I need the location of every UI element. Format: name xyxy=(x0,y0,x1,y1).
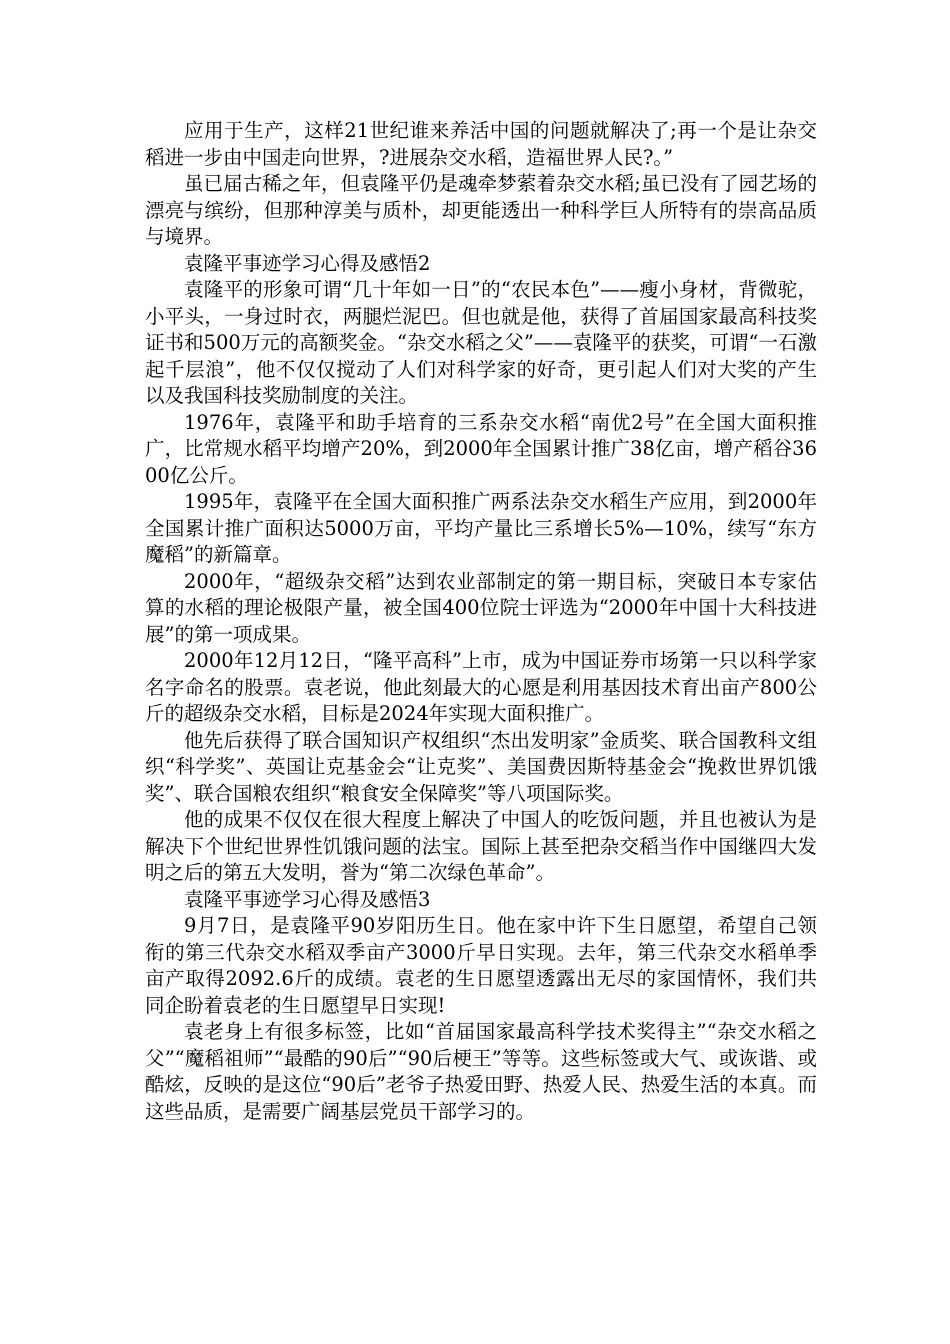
section-heading-3: 袁隆平事迹学习心得及感悟3 xyxy=(184,887,431,911)
document-body xyxy=(145,118,817,1125)
paragraph-8: 他先后获得了联合国知识产权组织“杰出发明家”金质奖、联合国教科文组织“科学奖”、英国让克基金会“让克奖”、美国费因斯特基金会“挽救世界饥饿奖”、联合国粮农组织“粮食安全保障奖”等八项国际奖。 xyxy=(145,728,817,805)
paragraph-4: 1976年，袁隆平和助手培育的三系杂交水稻“南优2号”在全国大面积推广，比常规水稻平均增产20%，到2000年全国累计推广38亿亩，增产稻谷3600亿公斤。 xyxy=(145,410,817,487)
paragraph-11: 袁老身上有很多标签，比如“首届国家最高科学技术奖得主”“杂交水稻之父”“魔稻祖师”“最酷的90后”“90后梗王”等等。这些标签或大气、或诙谐、或酷炫，反映的是这位“90后”老爷子热爱田野、热爱人民、热爱生活的本真。而这些品质，是需要广阔基层党员干部学习的。 xyxy=(145,1020,817,1123)
paragraph-2: 虽已届古稀之年，但袁隆平仍是魂牵梦萦着杂交水稻;虽已没有了园艺场的漂亮与缤纷，但那种淳美与质朴，却更能透出一种科学巨人所特有的崇高品质与境界。 xyxy=(145,172,817,248)
paragraph-6: 2000年，“超级杂交稻”达到农业部制定的第一期目标，突破日本专家估算的水稻的理论极限产量，被全国400位院士评选为“2000年中国十大科技进展”的第一项成果。 xyxy=(145,569,817,646)
paragraph-5: 1995年，袁隆平在全国大面积推广两系法杂交水稻生产应用，到2000年全国累计推广面积达5000万亩，平均产量比三系增长5%—10%，续写“东方魔稻”的新篇章。 xyxy=(145,490,817,566)
paragraph-1: 应用于生产，这样21世纪谁来养活中国的问题就解决了;再一个是让杂交稻进一步由中国走向世界，?进展杂交水稻，造福世界人民?。” xyxy=(145,119,817,169)
paragraph-9: 他的成果不仅仅在很大程度上解决了中国人的吃饭问题，并且也被认为是解决下个世纪世界性饥饿问题的法宝。国际上甚至把杂交稻当作中国继四大发明之后的第五大发明，誉为“第二次绿色革命”。 xyxy=(145,808,817,884)
paragraph-10: 9月7日，是袁隆平90岁阳历生日。他在家中许下生日愿望，希望自己领衔的第三代杂交水稻双季亩产3000斤早日实现。去年，第三代杂交水稻单季亩产取得2092.6斤的成绩。袁老的生日愿望透露出无尽的家国情怀，我们共同企盼着袁老的生日愿望早日实现! xyxy=(145,914,817,1017)
section-heading-2: 袁隆平事迹学习心得及感悟2 xyxy=(184,251,431,275)
paragraph-7: 2000年12月12日，“隆平高科”上市，成为中国证券市场第一只以科学家名字命名的股票。袁老说，他此刻最大的心愿是利用基因技术育出亩产800公斤的超级杂交水稻，目标是2024年实现大面积推广。 xyxy=(145,649,817,725)
paragraph-3: 袁隆平的形象可谓“几十年如一日”的“农民本色”——瘦小身材，背微驼，小平头，一身过时衣，两腿烂泥巴。但也就是他，获得了首届国家最高科技奖证书和500万元的高额奖金。“杂交水稻之父”——袁隆平的获奖，可谓“一石激起千层浪”，他不仅仅搅动了人们对科学家的好奇，更引起人们对大奖的产生以及我国科技奖励制度的关注。 xyxy=(145,278,817,407)
